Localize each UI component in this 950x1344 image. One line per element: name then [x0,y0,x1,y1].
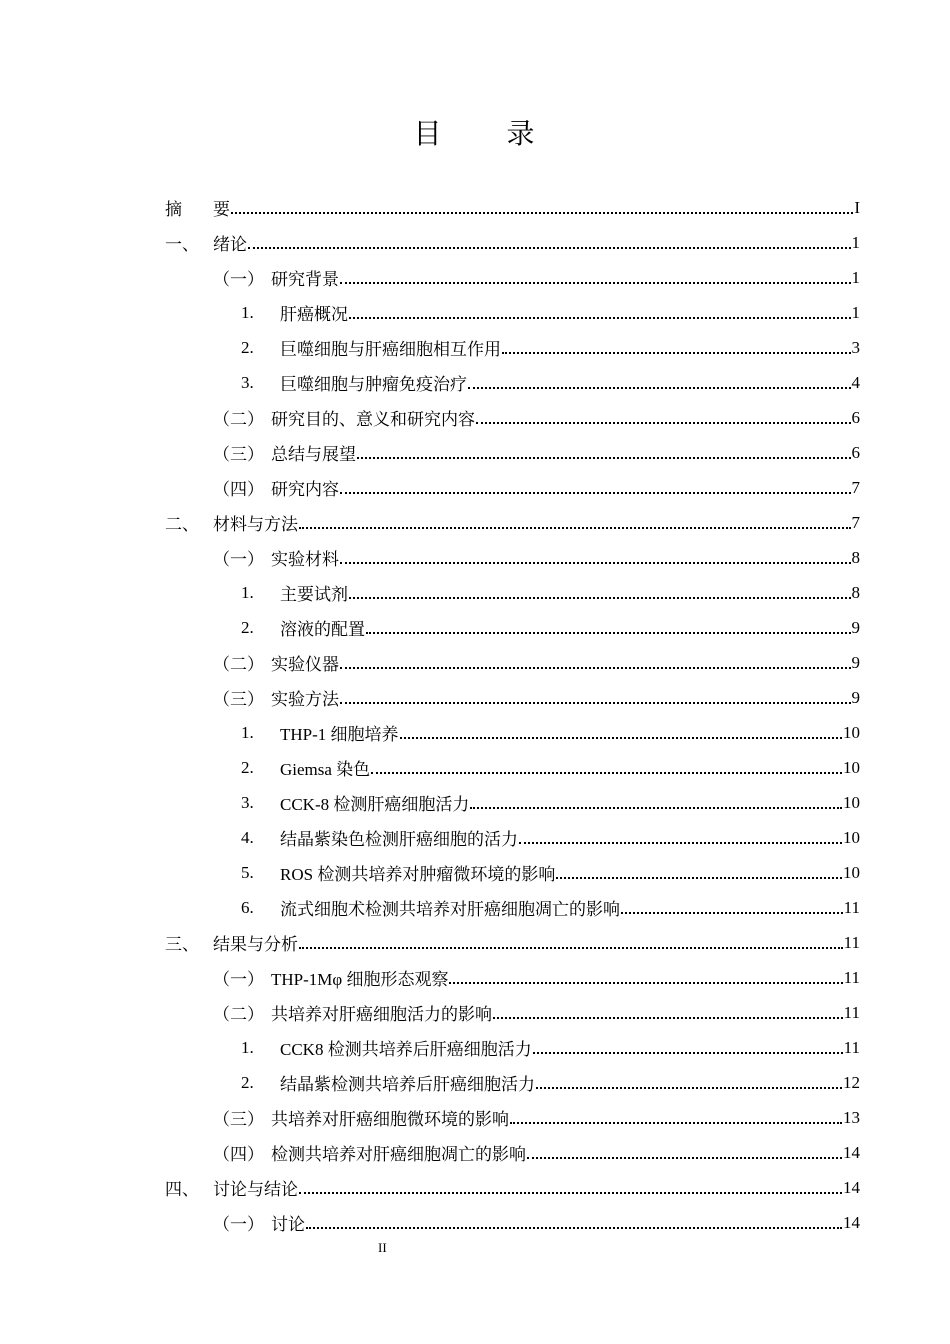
toc-dot-leader [299,527,851,529]
toc-entry-page: 1 [851,267,860,287]
toc-entry-page: 8 [851,547,860,567]
toc-entry-title: 结果与分析 [213,935,298,955]
toc-entry[interactable] [165,1135,860,1170]
toc-dot-leader [470,807,842,809]
toc-entry-page: 10 [843,722,860,742]
toc-entry-page: 3 [851,337,860,357]
toc-entry-page: 4 [851,372,860,392]
toc-entry[interactable] [165,960,860,995]
toc-entry[interactable] [165,1205,860,1240]
toc-dot-leader [299,947,843,949]
toc-entry[interactable] [165,1065,860,1100]
toc-entry-page: 11 [843,1037,860,1057]
toc-entry-page: 1 [851,302,860,322]
toc-entry-title: 结晶紫检测共培养后肝癌细胞活力 [280,1075,535,1094]
toc-entry-page: 6 [851,407,860,427]
toc-entry-number: （三） [213,1110,264,1129]
toc-entry[interactable] [165,890,860,925]
toc-entry-title: 共培养对肝癌细胞活力的影响 [271,1005,492,1024]
toc-entry-page: 11 [843,897,860,917]
toc-entry-title: 实验材料 [271,550,339,569]
toc-entry-page: 12 [843,1072,860,1092]
toc-entry[interactable] [165,995,860,1030]
toc-entry-title: 巨噬细胞与肝癌细胞相互作用 [280,340,501,359]
toc-entry-title: 讨论 [271,1215,305,1234]
toc-entry-number: （一） [213,970,264,989]
toc-entry[interactable] [165,400,860,435]
toc-entry-number: 二、 [165,515,199,535]
toc-dot-leader [449,982,842,984]
toc-entry-page: 9 [851,617,860,637]
toc-entry-number: 一、 [165,235,199,255]
toc-entry-page: 10 [843,862,860,882]
toc-entry-page: 6 [851,442,860,462]
page-number: II [378,1240,387,1255]
toc-dot-leader [536,1087,842,1089]
title-char-1: 目 [413,117,444,150]
toc-entry-page: 10 [843,757,860,777]
toc-entry-title: 要 [213,200,230,220]
toc-entry[interactable] [165,1100,860,1135]
toc-entry-title: 溶液的配置 [280,620,365,639]
toc-entry[interactable] [165,260,860,295]
toc-entry-title: THP-1Mφ 细胞形态观察 [271,970,449,989]
toc-entry-page: I [854,197,860,217]
toc-dot-leader [349,597,851,599]
toc-entry-number: （四） [213,480,264,499]
toc-entry-number: （一） [213,550,264,569]
toc-dot-leader [340,492,851,494]
toc-dot-leader [231,212,853,214]
toc-dot-leader [556,877,842,879]
toc-entry-number: 1. [241,302,254,322]
toc-entry-title: 流式细胞术检测共培养对肝癌细胞凋亡的影响 [280,900,620,919]
toc-entry[interactable] [165,645,860,680]
toc-entry-title: CCK8 检测共培养后肝癌细胞活力 [280,1040,532,1059]
toc-entry[interactable] [165,925,860,960]
toc-dot-leader [306,1227,842,1229]
toc-entry-number: 四、 [165,1180,199,1200]
toc-entry-number: （一） [213,270,264,289]
toc-entry-page: 9 [851,687,860,707]
toc-entry-page: 1 [851,232,860,252]
toc-entry[interactable] [165,680,860,715]
toc-entry-title: 讨论与结论 [213,1180,298,1200]
toc-entry[interactable] [165,540,860,575]
toc-entry-title: 检测共培养对肝癌细胞凋亡的影响 [271,1145,526,1164]
toc-entry-title: 材料与方法 [213,515,298,535]
toc-dot-leader [340,282,851,284]
toc-entry[interactable] [165,365,860,400]
toc-entry-title: 总结与展望 [271,445,356,464]
toc-entry-number: 4. [241,827,254,847]
toc-dot-leader [527,1157,842,1159]
toc-dot-leader [400,737,842,739]
toc-dot-leader [493,1017,843,1019]
toc-entry-number: 2. [241,337,254,357]
toc-entry[interactable] [165,750,860,785]
toc-entry-page: 10 [843,827,860,847]
toc-entry-page: 7 [851,477,860,497]
page-title [0,112,950,152]
toc-entry-number: （三） [213,690,264,709]
toc-entry-title: Giemsa 染色 [280,760,371,779]
toc-entry[interactable] [165,1030,860,1065]
toc-entry[interactable] [165,575,860,610]
toc-entry-number: （四） [213,1145,264,1164]
toc-entry-number: 5. [241,862,254,882]
toc-entry-number: 1. [241,722,254,742]
toc-entry-title: 研究目的、意义和研究内容 [271,410,475,429]
toc-entry[interactable] [165,855,860,890]
toc-dot-leader [299,1192,842,1194]
toc-entry-title: 共培养对肝癌细胞微环境的影响 [271,1110,509,1129]
toc-entry-number: （一） [213,1215,264,1234]
toc-entry-number: （二） [213,1005,264,1024]
toc-dot-leader [502,352,851,354]
toc-entry-number: 3. [241,792,254,812]
toc-entry-page: 14 [843,1177,860,1197]
toc-dot-leader [366,632,851,634]
toc-entry[interactable] [165,505,860,540]
toc-dot-leader [476,422,851,424]
toc-dot-leader [468,387,851,389]
toc-entry-number: 1. [241,582,254,602]
toc-entry[interactable] [165,785,860,820]
toc-entry-title: 研究内容 [271,480,339,499]
toc-entry-page: 8 [851,582,860,602]
toc-entry-page: 9 [851,652,860,672]
toc-entry[interactable] [165,610,860,645]
toc-entry-page: 14 [843,1212,860,1232]
toc-entry-title: ROS 检测共培养对肿瘤微环境的影响 [280,865,556,884]
toc-entry-number: （三） [213,445,264,464]
toc-entry-page: 14 [843,1142,860,1162]
toc-entry-page: 11 [843,967,860,987]
toc-entry-number: 三、 [165,935,199,955]
toc-entry[interactable] [165,470,860,505]
toc-entry-number: 3. [241,372,254,392]
toc-entry-number: 2. [241,617,254,637]
toc-entry-number: 2. [241,1072,254,1092]
toc-entry[interactable] [165,435,860,470]
toc-entry-title: 研究背景 [271,270,339,289]
toc-dot-leader [248,247,851,249]
toc-entry[interactable] [165,295,860,330]
toc-entry-page: 11 [843,932,860,952]
toc-entry-title: THP-1 细胞培养 [280,725,399,744]
toc-entry[interactable] [165,190,860,225]
toc-entry-title: 结晶紫染色检测肝癌细胞的活力 [280,830,518,849]
toc-entry-number: 2. [241,757,254,777]
toc-entry[interactable] [165,330,860,365]
toc-entry-page: 7 [851,512,860,532]
toc-entry-number: 1. [241,1037,254,1057]
toc-entry-number: 6. [241,897,254,917]
toc-entry-number: （二） [213,410,264,429]
toc-entry-page: 10 [843,792,860,812]
toc-entry-title: 巨噬细胞与肿瘤免疫治疗 [280,375,467,394]
toc-dot-leader [340,667,851,669]
toc-dot-leader [533,1052,843,1054]
toc-entry[interactable] [165,225,860,260]
toc-entry-page: 11 [843,1002,860,1022]
toc-entry-number: 摘 [165,200,182,220]
table-of-contents [165,190,860,1240]
toc-dot-leader [357,457,851,459]
toc-entry-number: （二） [213,655,264,674]
toc-dot-leader [340,702,851,704]
toc-entry-title: CCK-8 检测肝癌细胞活力 [280,795,470,814]
toc-entry-title: 主要试剂 [280,585,348,604]
toc-entry[interactable] [165,1170,860,1205]
title-char-2: 录 [506,117,537,150]
toc-entry[interactable] [165,820,860,855]
toc-dot-leader [340,562,851,564]
toc-entry-title: 肝癌概况 [280,305,348,324]
toc-dot-leader [510,1122,842,1124]
toc-entry-title: 实验仪器 [271,655,339,674]
toc-entry-page: 13 [843,1107,860,1127]
toc-dot-leader [621,912,843,914]
toc-entry[interactable] [165,715,860,750]
toc-entry-title: 绪论 [213,235,247,255]
toc-dot-leader [371,772,842,774]
toc-entry-title: 实验方法 [271,690,339,709]
toc-dot-leader [519,842,842,844]
toc-dot-leader [349,317,851,319]
